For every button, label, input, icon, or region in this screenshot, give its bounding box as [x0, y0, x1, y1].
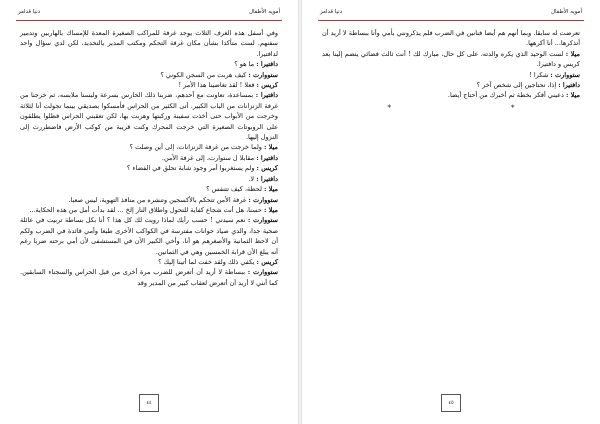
speaker-name: دافتيرا :: [558, 81, 580, 90]
header-series-title: أمويه الأطفال: [550, 9, 582, 15]
page-number: ٤٥: [441, 394, 461, 412]
paragraph-text: لست الوحيد الذي يكره والدته، على كل حال، مبارك لك ! أنت ثالث فضائي ينضم إلينا بعد كريس و دافتيرا.: [322, 49, 580, 69]
dialogue-paragraph: [20, 205, 278, 215]
dialogue-paragraph: [322, 28, 580, 49]
speaker-name: ميلا :: [264, 185, 278, 194]
paragraph-text: فعلا ! لقد تغاضينا هذا الأمر !: [178, 81, 255, 90]
paragraph-text: لا.: [248, 174, 255, 183]
dialogue-paragraph: [20, 28, 278, 59]
dialogue-paragraph: [322, 80, 580, 90]
speaker-name: ميلا :: [264, 143, 278, 152]
paragraph-text: ولم يستغربوا أمر وجود شابة تحلق في الفضاء ؟: [126, 164, 255, 173]
speaker-name: ميلا :: [566, 91, 580, 100]
dialogue-paragraph: [20, 153, 278, 163]
page-header: [318, 6, 584, 20]
paragraph-text: مقابلا ل ستوارت، إلى غرفة الأمن.: [161, 153, 255, 162]
paragraph-text: غرفة الأمن تتحكم بالأكسجين وتنشره من منافذ التهوية، ليس صعبا.: [68, 195, 247, 204]
paragraph-text: نعم سيدتي ! حسب رأيك لماذا رويت لك كل هذا ؟ أنا بكل بساطة تربيت في عائلة صحية جدا، والدي صياد حوانات مفترسة في الكواكب الأخرى طبعا وأمي قائدة في الضرب ولكم أن لاحظ الثمانية والأصغرهم هو أنا، وأخي الكبير الآن في المستشفى لأن أمي برحته ضربا رغم أنه يبلغ الأن قرابة الخمسين وهي في الثمانين.: [20, 216, 278, 256]
paragraph-text: وفي أسفل هذه الغرف الثلاث يوجد غرفة للمراكب الصغيرة المعدة للإمساك بالهاربين وتدمير سفنهم. لست متأكدا بشأن مكان غرفة التحكم ومكتب المدير بالتحديد، لكن لدي سؤال واحد لدافتيرا.: [20, 29, 278, 58]
paragraph-text: دعيني أفكر بخطة ثم أخبرك من أحتاج أيضا.: [447, 91, 564, 100]
speaker-name: كريس :: [256, 257, 278, 266]
dialogue-paragraph: [20, 80, 278, 90]
page-body-text: [20, 28, 278, 288]
speaker-name: ستووارت :: [550, 70, 580, 79]
dialogue-paragraph: [20, 267, 278, 288]
book-gutter: [298, 0, 302, 424]
paragraph-text: إذا، تحتاجين إلى شخص آخر ؟: [476, 81, 557, 90]
dialogue-paragraph: [20, 163, 278, 173]
dialogue-paragraph: [20, 195, 278, 205]
speaker-name: دافتيرا :: [256, 174, 278, 183]
dialogue-paragraph: [20, 70, 278, 80]
paragraph-text: لحظة، كيف تتنفس ؟: [206, 185, 262, 194]
dialogue-paragraph: [322, 49, 580, 70]
speaker-name: دافتيرا :: [255, 91, 278, 100]
paragraph-text: ولما خرجت من غرفة الزنزانات، إلى أين وصلت ؟: [129, 143, 262, 152]
speaker-name: دافتيرا :: [256, 153, 278, 162]
section-break-stars: [322, 103, 580, 113]
header-series-title: أمويه الأطفال: [248, 9, 280, 15]
dialogue-paragraph: [20, 59, 278, 69]
dialogue-paragraph: [20, 90, 278, 142]
header-author: دنيا قدامر: [320, 9, 343, 15]
speaker-name: كريس :: [256, 164, 278, 173]
paragraph-text: يكفي ذلك ولقد خفت لما أتينا إليك ؟: [158, 257, 255, 266]
speaker-name: ستووارت :: [247, 216, 278, 225]
page-header: [16, 6, 282, 20]
speaker-name: ستووارت :: [248, 195, 278, 204]
paragraph-text: تعرضت له سابقا. وبما أنهم هم أيضا فنانين في الضرب فلم يذكرونني بأمي وأنا ببساطة لا أريد أن أتذكرها... أنا أكرهها.: [322, 29, 580, 48]
speaker-name: ستووارت :: [248, 70, 278, 79]
paragraph-text: ما هو ؟: [234, 60, 255, 69]
left-page: [6, 0, 292, 424]
page-body-text: [322, 28, 580, 113]
dialogue-paragraph: [20, 184, 278, 194]
speaker-name: كريس :: [256, 81, 278, 90]
paragraph-text: حسنا، هل أنت شجاع كفاية للتحول واطلاق النار إلخ ... لقد بدأت أمل من هذه الحكاية...: [29, 205, 262, 214]
dialogue-paragraph: [322, 70, 580, 80]
header-rule: [318, 20, 584, 21]
star-glyph: *: [511, 103, 515, 112]
dialogue-paragraph: [20, 257, 278, 267]
speaker-name: دافتيرا :: [256, 60, 278, 69]
paragraph-text: ببساطة لا أريد أن أتعرض للضرب مرة أخرى من قبل الحراس والسجناء السابقين. كما أنني لا أريد أن أتعرض لعقاب كبير من المدير وقد: [20, 268, 278, 287]
dialogue-paragraph: [322, 90, 580, 100]
speaker-name: ستووارت :: [247, 268, 278, 277]
paragraph-text: شكرا !: [529, 70, 549, 79]
speaker-name: ميلا :: [565, 49, 580, 58]
header-author: دنيا قدامر: [18, 9, 41, 15]
dialogue-paragraph: [20, 142, 278, 152]
dialogue-paragraph: [20, 215, 278, 257]
paragraph-text: كيف هربت من السجن الكوني ؟: [160, 70, 247, 79]
dialogue-paragraph: [20, 174, 278, 184]
page-number: ٤٤: [139, 394, 159, 412]
right-page: [308, 0, 594, 424]
speaker-name: ميلا :: [264, 205, 278, 214]
star-glyph: *: [387, 103, 391, 112]
header-rule: [16, 20, 282, 21]
paragraph-text: بمساعدة، تعاونت مع أحدهم، ضربنا ذلك الحارس بسرعة ولبسنا ملابسه، ثم خرجنا من غرفة الزنزانات من الباب الكبير. أتى الكثير من الحراس فأمسكوا بصديقي بينما تجولت أنا لثلاثة وخرجت من الأبواب حتى أخذت سفينة وركبتها وهربت بها، لكن تعقبني الحراس فظلوا يطلقون على الروبوتات الصغيرة التي خرجت المحرك وكنت قريبة من كوكب الأرض فاضطررت إلى النزول إليها.: [20, 91, 278, 142]
